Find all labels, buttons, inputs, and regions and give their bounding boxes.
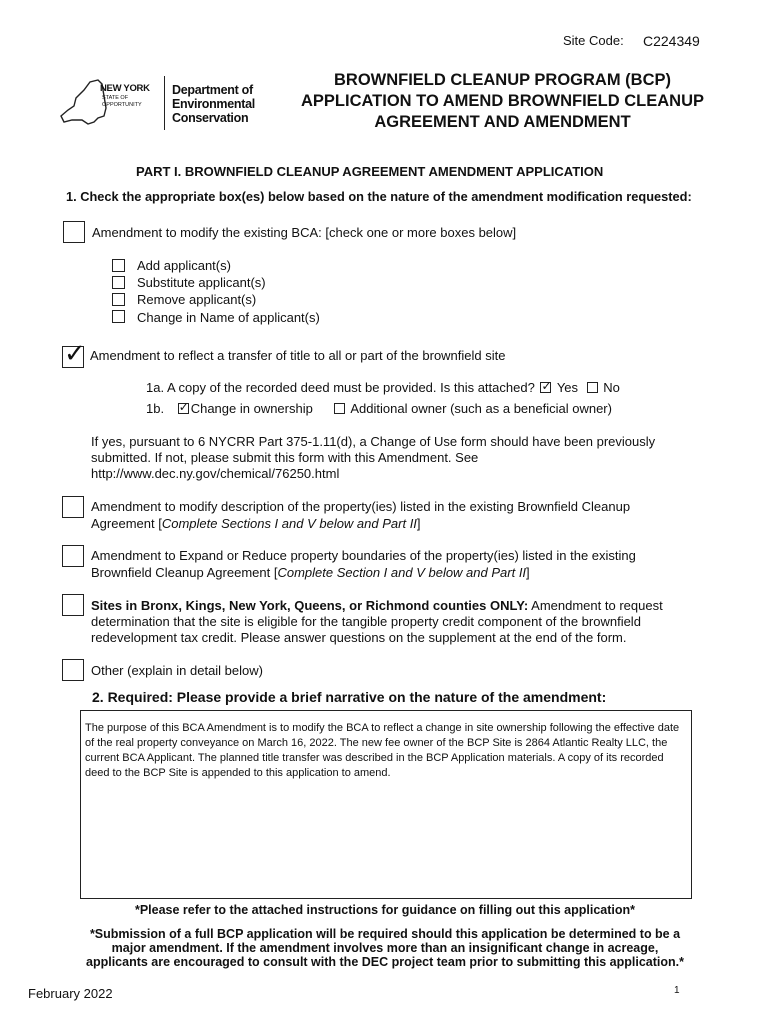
form-title-line-2: APPLICATION TO AMEND BROWNFIELD CLEANUP — [300, 92, 705, 110]
logo-divider — [164, 76, 165, 130]
option-sites-line-1 — [91, 598, 663, 614]
checkbox-other[interactable] — [62, 659, 84, 681]
q1b-additional-label: Additional owner (such as a beneficial owner) — [350, 401, 612, 416]
if-yes-line-2: submitted. If not, please submit this form with this Amendment. See — [91, 450, 479, 465]
checkbox-expand-reduce-boundaries[interactable] — [62, 545, 84, 567]
q1a-row — [146, 380, 620, 396]
option-boundaries-text: Brownfield Cleanup Agreement [ — [91, 565, 278, 580]
logo-state-name: NEW YORK — [100, 83, 150, 94]
logo-tagline-2: OPPORTUNITY — [102, 102, 142, 108]
option-other-label: Other (explain in detail below) — [91, 663, 263, 678]
q1b-label: 1b. — [146, 401, 165, 416]
option-modify-bca-label: Amendment to modify the existing BCA: [check one or more boxes below] — [92, 225, 517, 240]
checkbox-substitute-applicant[interactable] — [112, 276, 125, 289]
change-of-use-link[interactable]: http://www.dec.ny.gov/chemical/76250.html — [91, 466, 340, 481]
option-sites-line-3: redevelopment tax credit. Please answer questions on the supplement at the end of the form. — [91, 630, 627, 645]
option-transfer-label: Amendment to reflect a transfer of title to all or part of the brownfield site — [90, 348, 506, 363]
logo-dept-line-1: Department of — [172, 83, 253, 97]
if-yes-line-1: If yes, pursuant to 6 NYCRR Part 375-1.11(d), a Change of Use form should have been previously — [91, 434, 656, 449]
option-boundaries-bracket: ] — [526, 565, 530, 580]
site-code-value: C224349 — [643, 33, 700, 49]
q1a-text: 1a. A copy of the recorded deed must be provided. Is this attached? — [146, 380, 535, 395]
form-title-line-3: AGREEMENT AND AMENDMENT — [374, 113, 631, 131]
checkbox-sites-tangible-credit[interactable] — [62, 594, 84, 616]
part1-heading: PART I. BROWNFIELD CLEANUP AGREEMENT AMENDMENT APPLICATION — [136, 164, 604, 179]
submission-note-line-1: *Submission of a full BCP application will be required should this application be determined to be a — [89, 927, 681, 941]
question-1: 1. Check the appropriate box(es) below based on the nature of the amendment modification requested: — [66, 189, 692, 204]
form-title-line-1: BROWNFIELD CLEANUP PROGRAM (BCP) — [333, 71, 672, 89]
instructions-note: *Please refer to the attached instructions for guidance on filling out this application* — [134, 903, 636, 917]
option-description-text: Agreement [ — [91, 516, 162, 531]
question-2: 2. Required: Please provide a brief narrative on the nature of the amendment: — [92, 689, 607, 705]
option-sites-line-2: determination that the site is eligible for the tangible property credit component of the brownfield — [91, 614, 641, 629]
logo-tagline-1: STATE OF — [102, 95, 129, 101]
option-description-bracket: ] — [416, 516, 421, 531]
checkbox-modify-description[interactable] — [62, 496, 84, 518]
option-boundaries-line-2 — [91, 565, 530, 581]
option-description-instruction: Complete Sections I and V below and Part II — [161, 516, 417, 531]
q1a-no-label: No — [603, 380, 620, 395]
checkbox-change-name[interactable] — [112, 310, 125, 323]
logo-dept-line-2: Environmental — [172, 97, 255, 111]
submission-note-line-2: major amendment. If the amendment involves more than an insignificant change in acreage, — [111, 941, 659, 955]
logo-dept-line-3: Conservation — [172, 111, 249, 125]
sub-option-change-name: Change in Name of applicant(s) — [137, 310, 320, 325]
sub-option-remove-applicant: Remove applicant(s) — [137, 292, 257, 307]
option-boundaries-line-1: Amendment to Expand or Reduce property boundaries of the property(ies) listed in the existing — [91, 548, 636, 563]
q1b-change-label: Change in ownership — [190, 401, 313, 416]
option-description-line-2 — [91, 516, 421, 532]
q1a-yes-label: Yes — [556, 380, 579, 395]
page-number: 1 — [674, 985, 680, 996]
sub-option-substitute-applicant: Substitute applicant(s) — [137, 275, 266, 290]
checkbox-add-applicant[interactable] — [112, 259, 125, 272]
footer-date: February 2022 — [28, 986, 113, 1001]
checkbox-modify-bca[interactable] — [63, 221, 85, 243]
checkbox-q1b-change-ownership[interactable] — [178, 403, 189, 414]
checkmark-icon: ✓ — [64, 339, 86, 369]
option-sites-text: Amendment to request — [528, 598, 663, 613]
checkbox-transfer-title[interactable] — [62, 339, 86, 369]
checkbox-q1a-no[interactable] — [587, 382, 598, 393]
checkbox-q1b-additional-owner[interactable] — [334, 403, 345, 414]
option-description-line-1: Amendment to modify description of the property(ies) listed in the existing Brownfield Cleanup — [91, 499, 631, 514]
sub-option-add-applicant: Add applicant(s) — [137, 258, 231, 273]
checkbox-remove-applicant[interactable] — [112, 293, 125, 306]
narrative-textarea[interactable]: The purpose of this BCA Amendment is to modify the BCA to reflect a change in site ownership following the effective date of the real property conveyance on March 16, 2022. The new fee owner of the BCP Site is 2864 Atlantic Realty LLC, the current BCA Applicant. The planned title transfer was described in the BCP Application materials. A copy of its recorded deed to the BCP Site is appended to this application to amend. — [80, 710, 692, 899]
site-code-label: Site Code: — [563, 33, 624, 48]
checkbox-q1a-yes[interactable] — [540, 382, 551, 393]
option-sites-counties: Sites in Bronx, Kings, New York, Queens, or Richmond counties ONLY: — [91, 598, 529, 613]
submission-note-line-3: applicants are encouraged to consult with the DEC project team prior to submitting this application.* — [86, 955, 684, 969]
nys-dec-logo — [58, 74, 268, 132]
option-boundaries-instruction: Complete Section I and V below and Part II — [277, 565, 527, 580]
q1b-row — [146, 401, 612, 417]
